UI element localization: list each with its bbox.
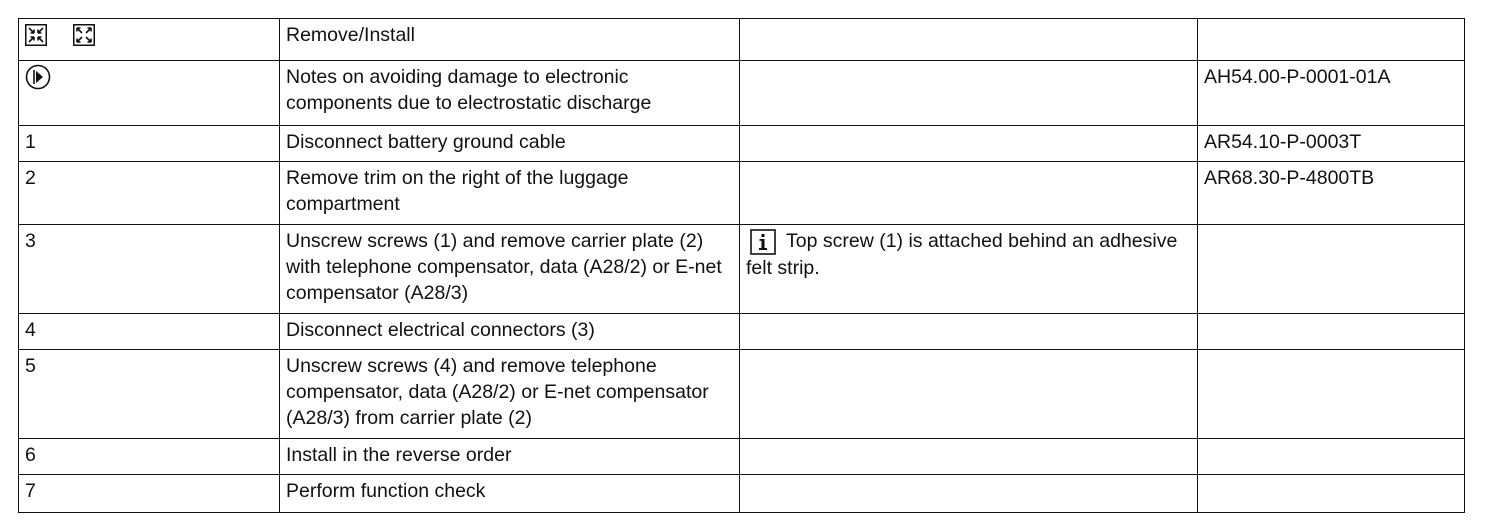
table-row (19, 475, 1465, 513)
step-ref-link[interactable]: AR68.30-P-4800TB (1198, 162, 1465, 225)
info-icon (750, 229, 776, 255)
table-row (19, 439, 1465, 475)
header-icons-cell (19, 19, 280, 61)
step-ref-cell (1198, 475, 1465, 513)
table-row (19, 225, 1465, 314)
header-title: Remove/Install (280, 19, 740, 61)
table-row (19, 162, 1465, 225)
esd-text: Notes on avoiding damage to electronic components due to electrostatic discharge (280, 61, 740, 126)
header-row (19, 19, 1465, 61)
step-text: Unscrew screws (4) and remove telephone compensator, data (A28/2) or E-net compensator (A28/3) from carrier plate (2) (280, 350, 740, 439)
step-number: 1 (19, 126, 280, 162)
step-text: Remove trim on the right of the luggage compartment (280, 162, 740, 225)
collapse-arrows-icon[interactable] (25, 24, 47, 46)
step-note-text: Top screw (1) is attached behind an adhesive felt strip. (746, 230, 1178, 279)
expand-arrows-icon[interactable] (73, 24, 95, 46)
step-number: 3 (19, 225, 280, 314)
step-ref-cell (1198, 439, 1465, 475)
esd-icon-cell (19, 61, 280, 126)
step-note (740, 162, 1198, 225)
header-note-cell (740, 19, 1198, 61)
step-note (740, 314, 1198, 350)
step-note (740, 439, 1198, 475)
step-number: 5 (19, 350, 280, 439)
procedure-table (18, 18, 1465, 513)
step-ref-link[interactable]: AR54.10-P-0003T (1198, 126, 1465, 162)
step-text: Perform function check (280, 475, 740, 513)
step-note (740, 475, 1198, 513)
esd-note-cell (740, 61, 1198, 126)
step-text: Install in the reverse order (280, 439, 740, 475)
esd-warning-icon (25, 64, 53, 92)
step-note (740, 126, 1198, 162)
step-text: Unscrew screws (1) and remove carrier plate (2) with telephone compensator, data (A28/2) or E-net compensator (A28/3) (280, 225, 740, 314)
step-text: Disconnect battery ground cable (280, 126, 740, 162)
step-note (740, 225, 1198, 314)
step-ref-cell (1198, 314, 1465, 350)
esd-ref-link[interactable]: AH54.00-P-0001-01A (1198, 61, 1465, 126)
step-number: 6 (19, 439, 280, 475)
table-row (19, 126, 1465, 162)
table-row (19, 350, 1465, 439)
step-ref-cell (1198, 225, 1465, 314)
step-number: 4 (19, 314, 280, 350)
step-text: Disconnect electrical connectors (3) (280, 314, 740, 350)
step-note (740, 350, 1198, 439)
step-number: 7 (19, 475, 280, 513)
table-row (19, 314, 1465, 350)
header-ref-cell (1198, 19, 1465, 61)
esd-row (19, 61, 1465, 126)
step-number: 2 (19, 162, 280, 225)
step-ref-cell (1198, 350, 1465, 439)
